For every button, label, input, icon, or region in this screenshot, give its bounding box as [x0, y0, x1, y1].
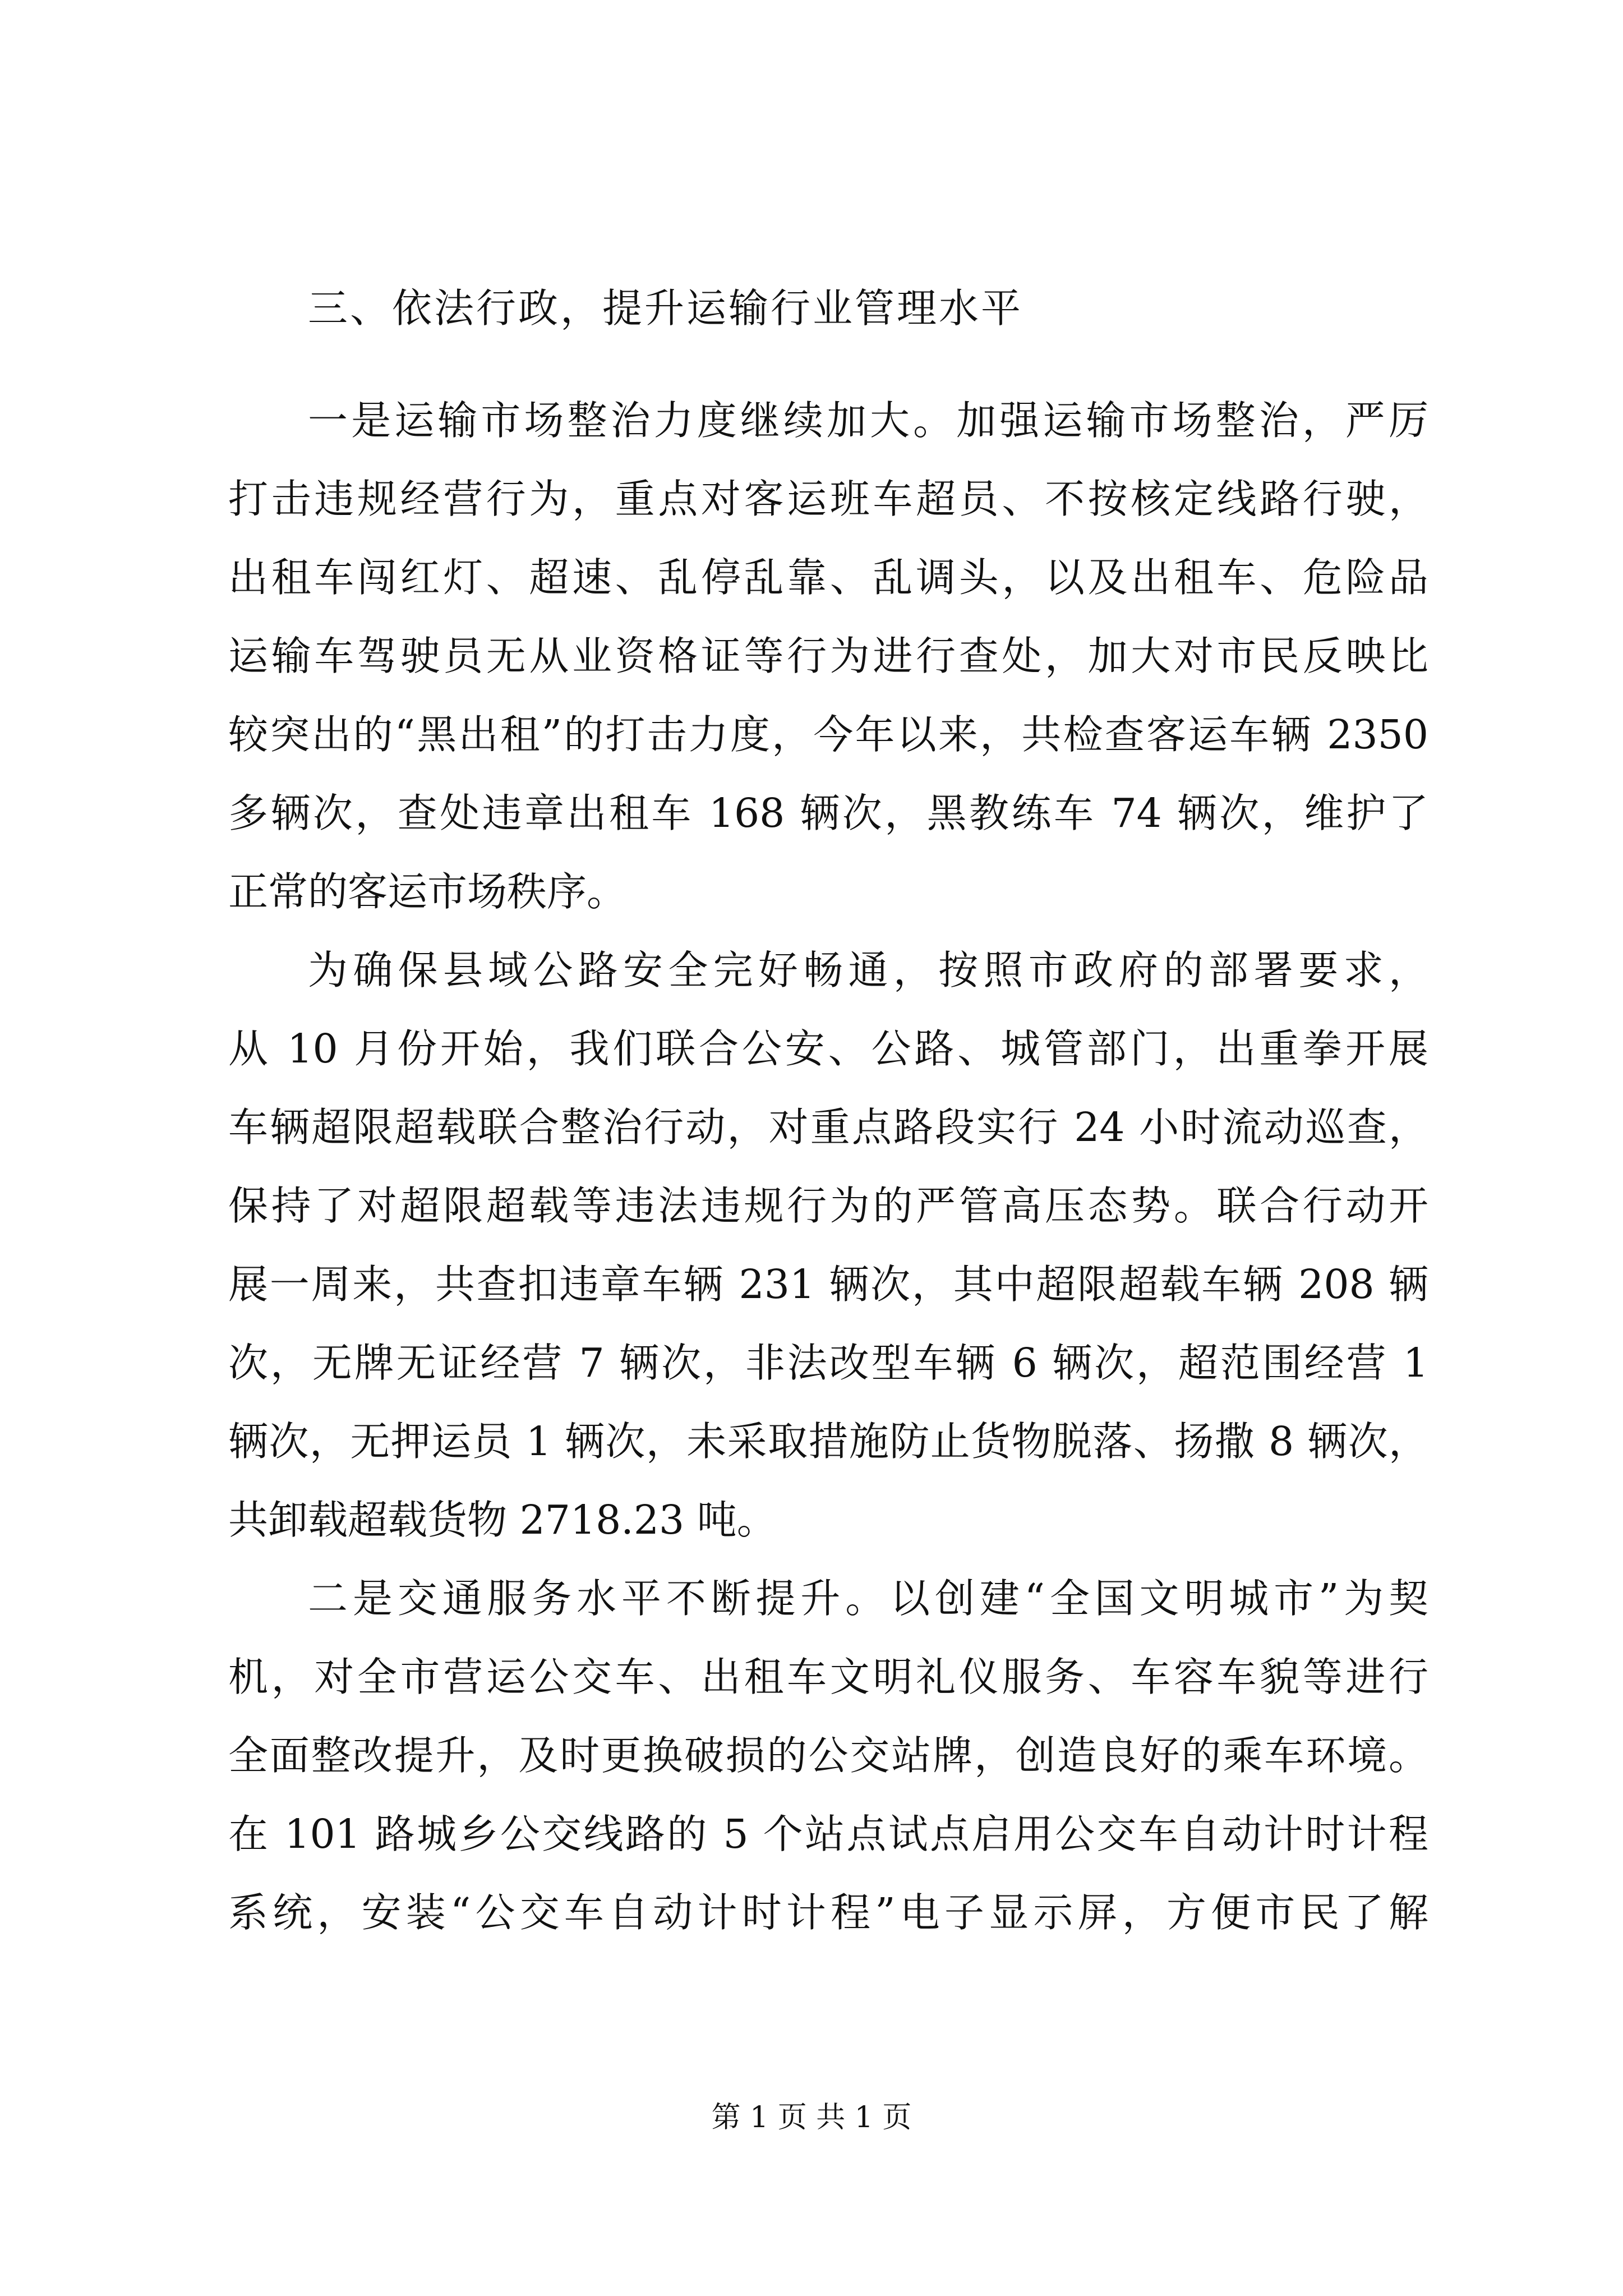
- paragraph-1-line-4: 运输车驾驶员无从业资格证等行为进行查处，加大对市民反映比: [228, 633, 1428, 679]
- paragraph-3-line-2: 机，对全市营运公交车、出租车文明礼仪服务、车容车貌等进行: [228, 1654, 1428, 1700]
- paragraph-2-line-7: 辆次，无押运员 1 辆次，未采取措施防止货物脱落、扬撒 8 辆次，: [228, 1418, 1428, 1465]
- paragraph-1-line-2: 打击违规经营行为，重点对客运班车超员、不按核定线路行驶，: [228, 476, 1428, 522]
- section-heading: 三、依法行政，提升运输行业管理水平: [308, 285, 1023, 332]
- paragraph-2-line-6: 次，无牌无证经营 7 辆次，非法改型车辆 6 辆次，超范围经营 1: [228, 1340, 1428, 1386]
- paragraph-2-line-8: 共卸载超载货物 2718.23 吨。: [228, 1497, 777, 1543]
- page-footer: 第 1 页 共 1 页: [711, 2101, 912, 2134]
- paragraph-1-line-6: 多辆次，查处违章出租车 168 辆次，黑教练车 74 辆次，维护了: [228, 790, 1428, 836]
- paragraph-2-line-4: 保持了对超限超载等违法违规行为的严管高压态势。联合行动开: [228, 1182, 1428, 1229]
- paragraph-1-line-5: 较突出的“黑出租”的打击力度，今年以来，共检查客运车辆 2350: [228, 711, 1428, 758]
- paragraph-3-line-5: 系统，安装“公交车自动计时计程”电子显示屏，方便市民了解: [228, 1889, 1428, 1936]
- paragraph-3-line-1: 二是交通服务水平不断提升。以创建“全国文明城市”为契: [308, 1575, 1428, 1622]
- paragraph-3-line-4: 在 101 路城乡公交线路的 5 个站点试点启用公交车自动计时计程: [228, 1811, 1428, 1857]
- paragraph-3-line-3: 全面整改提升，及时更换破损的公交站牌，创造良好的乘车环境。: [228, 1732, 1428, 1779]
- paragraph-2-line-2: 从 10 月份开始，我们联合公安、公路、城管部门，出重拳开展: [228, 1025, 1428, 1072]
- paragraph-1-line-3: 出租车闯红灯、超速、乱停乱靠、乱调头，以及出租车、危险品: [228, 554, 1428, 601]
- paragraph-2-line-5: 展一周来，共查扣违章车辆 231 辆次，其中超限超载车辆 208 辆: [228, 1261, 1428, 1308]
- paragraph-1-line-1: 一是运输市场整治力度继续加大。加强运输市场整治，严厉: [308, 397, 1428, 444]
- paragraph-1-line-7: 正常的客运市场秩序。: [228, 868, 627, 915]
- paragraph-2-line-3: 车辆超限超载联合整治行动，对重点路段实行 24 小时流动巡查，: [228, 1104, 1428, 1151]
- paragraph-2-line-1: 为确保县域公路安全完好畅通，按照市政府的部署要求，: [308, 947, 1428, 993]
